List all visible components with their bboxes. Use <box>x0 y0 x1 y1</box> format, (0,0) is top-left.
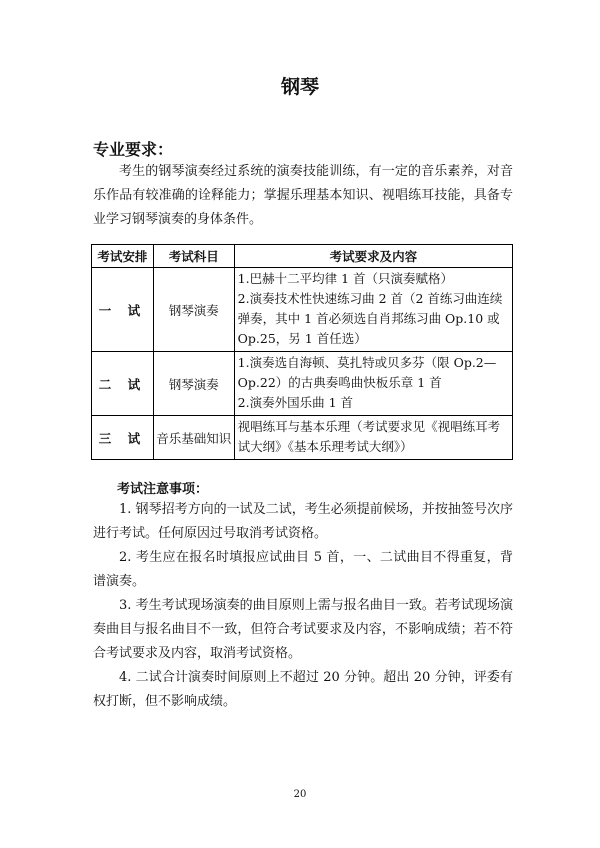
requirement-item: 2.演奏外国乐曲 1 首 <box>237 395 353 410</box>
requirements-cell <box>234 416 512 460</box>
stage-cell: 二 试 <box>92 352 154 416</box>
requirements-cell <box>234 352 512 416</box>
intro-paragraph: 考生的钢琴演奏经过系统的演奏技能训练，有一定的音乐素养，对音乐作品有较准确的诠释能力；掌握乐理基本知识、视唱练耳技能，具备专业学习钢琴演奏的身体条件。 <box>93 164 513 227</box>
requirement-item: 2.演奏技术性快速练习曲 2 首（2 首练习曲连续弹奏，其中 1 首必须选自肖邦练习曲 Op.10 或 Op.25，另 1 首任选） <box>237 291 503 346</box>
subject-cell: 音乐基础知识 <box>153 416 234 460</box>
page-number: 20 <box>293 789 307 800</box>
header-requirements: 考试要求及内容 <box>234 245 512 268</box>
page-title: 钢琴 <box>280 76 319 98</box>
notes-list <box>93 498 513 714</box>
table-header-row <box>92 245 513 268</box>
stage-cell: 三 试 <box>92 416 154 460</box>
table-row <box>92 352 513 416</box>
subject-cell: 钢琴演奏 <box>153 352 234 416</box>
notes-heading: 考试注意事项： <box>117 482 209 497</box>
requirements-cell <box>234 268 512 352</box>
table-row <box>92 268 513 352</box>
note-item: 4. 二试合计演奏时间原则上不超过 20 分钟。超出 20 分钟，评委有权打断，但不影响成绩。 <box>93 670 513 709</box>
requirement-item: 视唱练耳与基本乐理（考试要求见《视唱练耳考试大纲》《基本乐理考试大纲》） <box>237 419 501 454</box>
exam-table <box>91 244 513 460</box>
note-item: 1. 钢琴招考方向的一试及二试，考生必须提前候场，并按抽签号次序进行考试。任何原因过号取消考试资格。 <box>93 502 513 541</box>
requirement-item: 1.巴赫十二平均律 1 首（只演奏赋格） <box>237 271 453 286</box>
stage-cell: 一 试 <box>92 268 154 352</box>
subject-cell: 钢琴演奏 <box>153 268 234 352</box>
table-row <box>92 416 513 460</box>
header-arrangement: 考试安排 <box>92 245 154 268</box>
note-item: 2. 考生应在报名时填报应试曲目 5 首，一、二试曲目不得重复，背谱演奏。 <box>93 550 513 589</box>
header-subject: 考试科目 <box>153 245 234 268</box>
requirement-item: 1.演奏选自海顿、莫扎特或贝多芬（限 Op.2—Op.22）的古典奏鸣曲快板乐章 1 首 <box>237 355 497 390</box>
section-heading: 专业要求： <box>93 140 174 159</box>
note-item: 3. 考生考试现场演奏的曲目原则上需与报名曲目一致。若考试现场演奏曲目与报名曲目不一致，但符合考试要求及内容，不影响成绩；若不符合考试要求及内容，取消考试资格。 <box>93 598 513 661</box>
